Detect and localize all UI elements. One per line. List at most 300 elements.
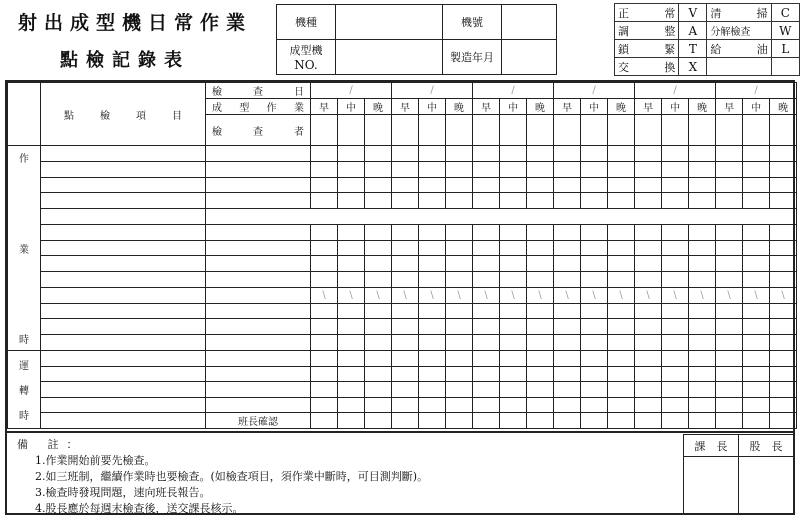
record-cell[interactable] [338, 161, 365, 177]
record-cell[interactable]: \ [635, 287, 662, 303]
record-cell[interactable] [743, 161, 770, 177]
record-cell[interactable] [365, 256, 392, 272]
record-cell[interactable] [446, 303, 473, 319]
method-cell[interactable] [206, 303, 311, 319]
record-cell[interactable] [581, 146, 608, 162]
record-cell[interactable] [311, 224, 338, 240]
record-cell[interactable] [743, 335, 770, 351]
record-cell[interactable] [635, 335, 662, 351]
record-cell[interactable]: \ [419, 287, 446, 303]
method-cell[interactable] [206, 193, 311, 209]
inspector-cell[interactable] [689, 115, 716, 146]
record-cell[interactable] [716, 161, 743, 177]
record-cell[interactable] [392, 256, 419, 272]
record-cell[interactable] [662, 240, 689, 256]
record-cell[interactable] [635, 397, 662, 413]
check-item-cell[interactable] [41, 209, 206, 225]
record-cell[interactable] [392, 161, 419, 177]
record-cell[interactable] [446, 193, 473, 209]
record-cell[interactable] [311, 256, 338, 272]
record-cell[interactable] [770, 382, 797, 398]
record-cell[interactable] [338, 397, 365, 413]
record-cell[interactable] [554, 256, 581, 272]
record-cell[interactable] [446, 413, 473, 429]
record-cell[interactable] [662, 319, 689, 335]
record-cell[interactable] [581, 397, 608, 413]
record-cell[interactable] [554, 413, 581, 429]
inspector-cell[interactable] [311, 115, 338, 146]
record-cell[interactable] [311, 161, 338, 177]
record-cell[interactable] [473, 177, 500, 193]
record-cell[interactable] [365, 397, 392, 413]
record-cell[interactable] [554, 335, 581, 351]
record-cell[interactable] [473, 413, 500, 429]
record-cell[interactable] [311, 366, 338, 382]
record-cell[interactable] [419, 146, 446, 162]
record-cell[interactable] [311, 146, 338, 162]
record-cell[interactable] [743, 272, 770, 288]
record-cell[interactable] [446, 382, 473, 398]
date-field-4[interactable]: / [554, 83, 635, 99]
record-cell[interactable] [311, 335, 338, 351]
check-item-cell[interactable] [41, 413, 206, 429]
inspector-cell[interactable] [770, 115, 797, 146]
record-cell[interactable] [689, 240, 716, 256]
check-item-cell[interactable] [41, 351, 206, 367]
record-cell[interactable] [716, 272, 743, 288]
method-cell[interactable] [206, 177, 311, 193]
record-cell[interactable] [446, 319, 473, 335]
record-cell[interactable] [743, 240, 770, 256]
record-cell[interactable] [419, 351, 446, 367]
record-cell[interactable] [392, 303, 419, 319]
method-cell[interactable] [206, 366, 311, 382]
check-item-cell[interactable] [41, 161, 206, 177]
record-cell[interactable] [608, 413, 635, 429]
record-cell[interactable] [689, 161, 716, 177]
record-cell[interactable] [581, 161, 608, 177]
check-item-cell[interactable] [41, 240, 206, 256]
record-cell[interactable] [446, 161, 473, 177]
record-cell[interactable] [365, 335, 392, 351]
record-cell[interactable] [392, 366, 419, 382]
record-cell[interactable] [662, 413, 689, 429]
record-cell[interactable] [338, 146, 365, 162]
record-cell[interactable] [392, 272, 419, 288]
record-cell[interactable] [554, 303, 581, 319]
record-cell[interactable]: \ [338, 287, 365, 303]
record-cell[interactable] [770, 366, 797, 382]
record-cell[interactable] [635, 146, 662, 162]
record-cell[interactable] [527, 397, 554, 413]
record-cell[interactable] [608, 224, 635, 240]
record-cell[interactable] [392, 351, 419, 367]
record-cell[interactable] [338, 224, 365, 240]
record-cell[interactable] [581, 193, 608, 209]
record-cell[interactable] [527, 335, 554, 351]
record-cell[interactable] [311, 177, 338, 193]
record-cell[interactable] [392, 319, 419, 335]
record-cell[interactable] [743, 193, 770, 209]
record-cell[interactable] [716, 146, 743, 162]
method-cell[interactable] [206, 287, 311, 303]
record-cell[interactable] [743, 224, 770, 240]
record-cell[interactable] [743, 303, 770, 319]
record-cell[interactable] [527, 146, 554, 162]
record-cell[interactable] [311, 240, 338, 256]
record-cell[interactable] [662, 272, 689, 288]
date-field-5[interactable]: / [635, 83, 716, 99]
record-cell[interactable] [338, 256, 365, 272]
record-cell[interactable] [608, 366, 635, 382]
record-cell[interactable] [770, 303, 797, 319]
record-cell[interactable] [311, 397, 338, 413]
record-cell[interactable]: \ [446, 287, 473, 303]
record-cell[interactable] [662, 224, 689, 240]
record-cell[interactable] [743, 256, 770, 272]
record-cell[interactable] [635, 382, 662, 398]
record-cell[interactable]: \ [716, 287, 743, 303]
record-cell[interactable]: \ [770, 287, 797, 303]
check-item-cell[interactable] [41, 287, 206, 303]
method-cell[interactable] [206, 240, 311, 256]
record-cell[interactable] [473, 224, 500, 240]
record-cell[interactable] [770, 256, 797, 272]
inspector-cell[interactable] [527, 115, 554, 146]
record-cell[interactable] [473, 351, 500, 367]
record-cell[interactable] [500, 303, 527, 319]
method-cell[interactable] [206, 382, 311, 398]
record-cell[interactable] [392, 146, 419, 162]
record-cell[interactable] [716, 224, 743, 240]
check-item-cell[interactable] [41, 335, 206, 351]
record-cell[interactable] [392, 177, 419, 193]
record-cell[interactable] [554, 397, 581, 413]
record-cell[interactable] [716, 351, 743, 367]
record-cell[interactable] [527, 177, 554, 193]
record-cell[interactable] [635, 303, 662, 319]
method-cell[interactable] [206, 351, 311, 367]
record-cell[interactable] [554, 177, 581, 193]
record-cell[interactable] [635, 351, 662, 367]
inspector-cell[interactable] [716, 115, 743, 146]
record-cell[interactable] [581, 351, 608, 367]
record-cell[interactable]: \ [743, 287, 770, 303]
record-cell[interactable] [527, 193, 554, 209]
inspector-cell[interactable] [554, 115, 581, 146]
record-cell[interactable] [338, 240, 365, 256]
record-cell[interactable] [338, 272, 365, 288]
check-item-cell[interactable] [41, 397, 206, 413]
record-cell[interactable] [311, 272, 338, 288]
record-cell[interactable]: \ [392, 287, 419, 303]
inspector-cell[interactable] [662, 115, 689, 146]
record-cell[interactable] [554, 382, 581, 398]
record-cell[interactable] [500, 193, 527, 209]
record-cell[interactable] [608, 319, 635, 335]
record-cell[interactable] [581, 319, 608, 335]
inspector-cell[interactable] [743, 115, 770, 146]
record-cell[interactable] [635, 256, 662, 272]
record-cell[interactable] [743, 382, 770, 398]
record-cell[interactable] [338, 351, 365, 367]
record-cell[interactable] [365, 224, 392, 240]
record-cell[interactable]: \ [527, 287, 554, 303]
inspector-cell[interactable] [338, 115, 365, 146]
record-cell[interactable] [500, 413, 527, 429]
molding-machine-field[interactable] [336, 40, 443, 75]
date-field-6[interactable]: / [716, 83, 797, 99]
record-cell[interactable] [311, 303, 338, 319]
record-cell[interactable] [392, 397, 419, 413]
record-cell[interactable] [689, 256, 716, 272]
inspector-cell[interactable] [392, 115, 419, 146]
inspector-cell[interactable] [446, 115, 473, 146]
record-cell[interactable] [473, 161, 500, 177]
record-cell[interactable] [365, 146, 392, 162]
record-cell[interactable] [581, 177, 608, 193]
record-cell[interactable] [365, 272, 392, 288]
record-cell[interactable] [554, 146, 581, 162]
record-cell[interactable] [392, 224, 419, 240]
record-cell[interactable] [608, 272, 635, 288]
record-cell[interactable] [338, 319, 365, 335]
record-cell[interactable] [770, 319, 797, 335]
record-cell[interactable] [689, 351, 716, 367]
record-cell[interactable] [527, 224, 554, 240]
record-cell[interactable] [527, 303, 554, 319]
record-cell[interactable] [419, 256, 446, 272]
inspector-cell[interactable] [419, 115, 446, 146]
record-cell[interactable] [689, 303, 716, 319]
record-cell[interactable] [689, 224, 716, 240]
method-cell[interactable] [206, 335, 311, 351]
record-cell[interactable] [608, 335, 635, 351]
record-cell[interactable]: \ [581, 287, 608, 303]
record-cell[interactable] [554, 161, 581, 177]
record-cell[interactable]: \ [473, 287, 500, 303]
record-cell[interactable] [716, 413, 743, 429]
method-cell[interactable] [206, 146, 311, 162]
check-item-cell[interactable] [41, 272, 206, 288]
record-cell[interactable] [554, 319, 581, 335]
record-cell[interactable] [662, 382, 689, 398]
record-cell[interactable] [527, 272, 554, 288]
record-cell[interactable] [689, 177, 716, 193]
record-cell[interactable] [365, 240, 392, 256]
record-cell[interactable] [392, 382, 419, 398]
record-cell[interactable] [581, 272, 608, 288]
record-cell[interactable] [716, 240, 743, 256]
record-cell[interactable] [338, 335, 365, 351]
section-chief-signature[interactable] [684, 457, 739, 515]
record-cell[interactable] [365, 303, 392, 319]
check-item-cell[interactable] [41, 366, 206, 382]
record-cell[interactable] [770, 224, 797, 240]
method-cell[interactable] [206, 272, 311, 288]
record-cell[interactable] [419, 240, 446, 256]
date-field-3[interactable]: / [473, 83, 554, 99]
record-cell[interactable]: \ [554, 287, 581, 303]
record-cell[interactable] [365, 351, 392, 367]
method-cell[interactable] [206, 224, 311, 240]
record-cell[interactable] [473, 366, 500, 382]
record-cell[interactable] [527, 240, 554, 256]
record-cell[interactable] [716, 256, 743, 272]
record-cell[interactable] [446, 272, 473, 288]
record-cell[interactable] [716, 335, 743, 351]
record-cell[interactable] [770, 177, 797, 193]
record-cell[interactable] [473, 272, 500, 288]
record-cell[interactable] [338, 413, 365, 429]
record-cell[interactable] [689, 413, 716, 429]
record-cell[interactable] [554, 351, 581, 367]
record-cell[interactable] [473, 256, 500, 272]
record-cell[interactable] [446, 177, 473, 193]
record-cell[interactable] [446, 335, 473, 351]
record-cell[interactable] [473, 319, 500, 335]
record-cell[interactable] [662, 397, 689, 413]
record-cell[interactable]: \ [311, 287, 338, 303]
record-cell[interactable] [689, 193, 716, 209]
record-cell[interactable] [365, 193, 392, 209]
record-cell[interactable] [446, 256, 473, 272]
record-cell[interactable] [581, 335, 608, 351]
record-cell[interactable] [473, 193, 500, 209]
record-cell[interactable] [743, 146, 770, 162]
record-cell[interactable] [500, 366, 527, 382]
record-cell[interactable] [500, 240, 527, 256]
record-cell[interactable] [500, 382, 527, 398]
record-cell[interactable] [743, 177, 770, 193]
record-cell[interactable] [581, 382, 608, 398]
record-cell[interactable]: \ [662, 287, 689, 303]
check-item-cell[interactable] [41, 224, 206, 240]
record-cell[interactable] [311, 351, 338, 367]
record-cell[interactable] [608, 161, 635, 177]
record-cell[interactable] [473, 240, 500, 256]
record-cell[interactable] [770, 335, 797, 351]
record-cell[interactable] [500, 335, 527, 351]
record-cell[interactable] [635, 240, 662, 256]
record-cell[interactable] [608, 397, 635, 413]
record-cell[interactable] [581, 413, 608, 429]
method-cell[interactable] [206, 161, 311, 177]
record-cell[interactable] [716, 382, 743, 398]
record-cell[interactable] [338, 382, 365, 398]
record-cell[interactable] [635, 319, 662, 335]
record-cell[interactable] [419, 161, 446, 177]
record-cell[interactable] [635, 161, 662, 177]
date-field-2[interactable]: / [392, 83, 473, 99]
inspector-cell[interactable] [473, 115, 500, 146]
record-cell[interactable]: \ [689, 287, 716, 303]
record-cell[interactable] [770, 161, 797, 177]
machine-type-field[interactable] [336, 5, 443, 40]
check-item-cell[interactable] [41, 303, 206, 319]
record-cell[interactable] [419, 193, 446, 209]
method-cell[interactable] [206, 256, 311, 272]
record-cell[interactable] [500, 272, 527, 288]
record-cell[interactable] [662, 161, 689, 177]
record-cell[interactable] [635, 366, 662, 382]
record-cell[interactable] [500, 161, 527, 177]
record-cell[interactable] [500, 397, 527, 413]
record-cell[interactable] [500, 146, 527, 162]
record-cell[interactable] [473, 382, 500, 398]
manufacture-date-field[interactable] [502, 40, 557, 75]
record-cell[interactable] [635, 193, 662, 209]
record-cell[interactable] [527, 351, 554, 367]
inspector-cell[interactable] [500, 115, 527, 146]
record-cell[interactable] [338, 193, 365, 209]
record-cell[interactable] [311, 413, 338, 429]
record-cell[interactable] [689, 319, 716, 335]
check-item-cell[interactable] [41, 177, 206, 193]
record-cell[interactable] [770, 146, 797, 162]
record-cell[interactable] [743, 397, 770, 413]
record-cell[interactable] [311, 382, 338, 398]
record-cell[interactable]: \ [365, 287, 392, 303]
unit-chief-signature[interactable] [739, 457, 794, 515]
record-cell[interactable] [716, 366, 743, 382]
record-cell[interactable] [473, 146, 500, 162]
record-cell[interactable] [662, 256, 689, 272]
record-cell[interactable] [365, 382, 392, 398]
record-cell[interactable] [608, 240, 635, 256]
record-cell[interactable] [554, 193, 581, 209]
record-cell[interactable] [500, 351, 527, 367]
record-cell[interactable] [635, 177, 662, 193]
record-cell[interactable] [338, 366, 365, 382]
record-cell[interactable] [311, 193, 338, 209]
record-cell[interactable] [554, 272, 581, 288]
record-cell[interactable] [689, 397, 716, 413]
record-cell[interactable] [446, 240, 473, 256]
record-cell[interactable] [689, 146, 716, 162]
record-cell[interactable] [365, 161, 392, 177]
record-cell[interactable] [689, 366, 716, 382]
record-cell[interactable] [446, 224, 473, 240]
record-cell[interactable] [581, 240, 608, 256]
record-cell[interactable] [392, 193, 419, 209]
record-cell[interactable] [608, 382, 635, 398]
record-cell[interactable] [770, 351, 797, 367]
record-cell[interactable] [473, 335, 500, 351]
record-cell[interactable] [716, 319, 743, 335]
inspector-cell[interactable] [365, 115, 392, 146]
check-item-cell[interactable] [41, 382, 206, 398]
record-cell[interactable] [419, 382, 446, 398]
record-cell[interactable] [365, 319, 392, 335]
record-cell[interactable] [365, 177, 392, 193]
record-cell[interactable] [527, 319, 554, 335]
record-cell[interactable] [635, 224, 662, 240]
record-cell[interactable] [419, 366, 446, 382]
record-cell[interactable] [581, 366, 608, 382]
machine-no-field[interactable] [502, 5, 557, 40]
record-cell[interactable] [500, 319, 527, 335]
record-cell[interactable] [743, 413, 770, 429]
record-cell[interactable] [662, 193, 689, 209]
inspector-cell[interactable] [635, 115, 662, 146]
record-cell[interactable] [419, 224, 446, 240]
record-cell[interactable] [608, 256, 635, 272]
record-cell[interactable] [527, 256, 554, 272]
record-cell[interactable] [581, 224, 608, 240]
record-cell[interactable] [500, 177, 527, 193]
record-cell[interactable] [527, 382, 554, 398]
